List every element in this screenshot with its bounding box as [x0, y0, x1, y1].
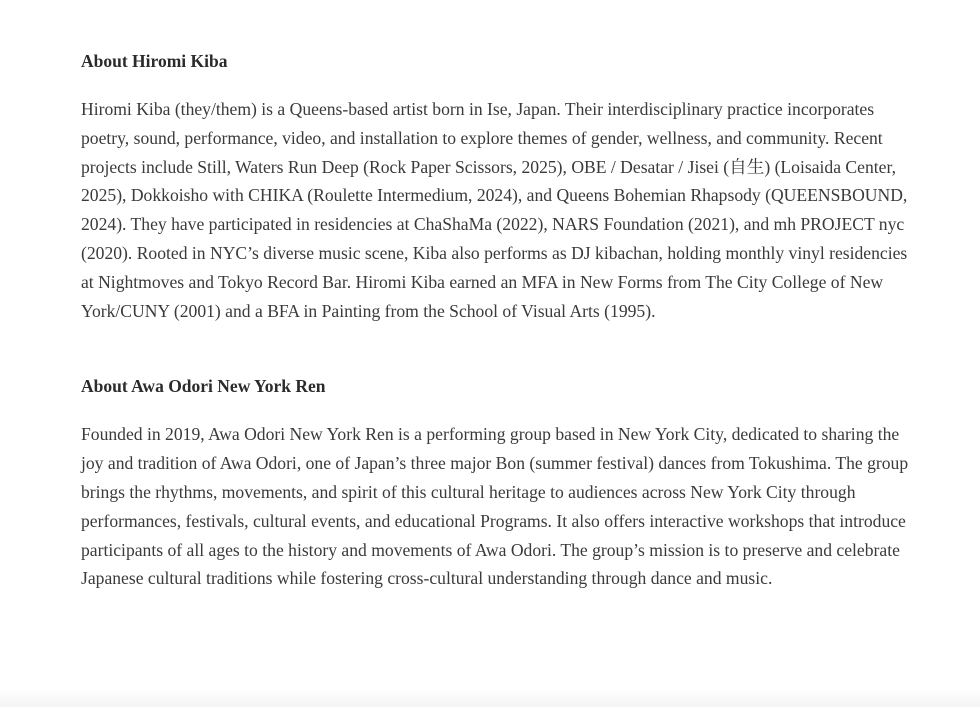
page-content: [81, 48, 921, 593]
about-hiromi-kiba-section: [81, 48, 921, 325]
section-heading-hiromi-kiba: About Hiromi Kiba: [81, 51, 228, 71]
section-body-awa-odori: Founded in 2019, Awa Odori New York Ren is a performing group based in New York City, dedicated to sharing the joy and tradition of Awa Odori, one of Japan’s three major Bon (summer festival) dances from Tokushima. The group brings the rhythms, movements, and spirit of this cultural heritage to audiences across New York City through performances, festivals, cultural events, and educational Programs. It also offers interactive workshops that introduce participants of all ages to the history and movements of Awa Odori. The group’s mission is to preserve and celebrate Japanese cultural traditions while fostering cross-cultural understanding through dance and music.: [81, 424, 909, 589]
about-awa-odori-section: [81, 373, 921, 593]
section-heading-awa-odori: About Awa Odori New York Ren: [81, 376, 326, 397]
page-bottom-band: [0, 689, 980, 707]
section-body-hiromi-kiba: Hiromi Kiba (they/them) is a Queens-based artist born in Ise, Japan. Their interdisciplinary practice incorporates poetry, sound, performance, video, and installation to explore themes of gender, wellness, and community. Recent projects include Still, Waters Run Deep (Rock Paper Scissors, 2025), OBE / Desatar / Jisei (自生) (Loisaida Center, 2025), Dokkoisho with CHIKA (Roulette Intermedium, 2024), and Queens Bohemian Rhapsody (QUEENSBOUND, 2024). They have participated in residencies at ChaShaMa (2022), NARS Foundation (2021), and mh PROJECT nyc (2020). Rooted in NYC’s diverse music scene, Kiba also performs as DJ kibachan, holding monthly vinyl residencies at Nightmoves and Tokyo Record Bar. Hiromi Kiba earned an MFA in New Forms from The City College of New York/CUNY (2001) and a BFA in Painting from the School of Visual Arts (1995).: [81, 99, 908, 321]
